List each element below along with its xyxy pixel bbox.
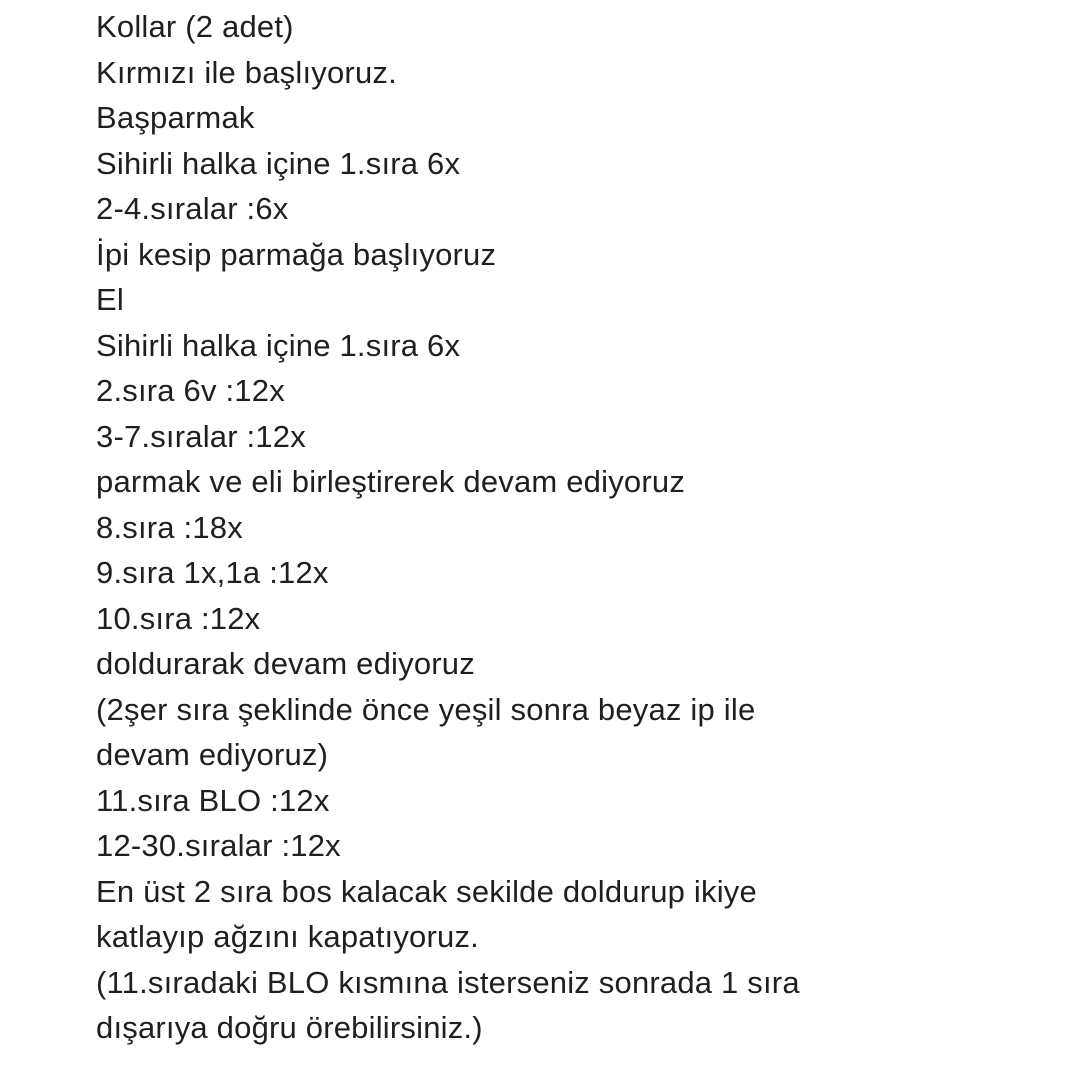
- text-line: dışarıya doğru örebilirsiniz.): [96, 1010, 483, 1045]
- text-line: parmak ve eli birleştirerek devam ediyoruz: [96, 464, 686, 499]
- text-line: 11.sıra BLO :12x: [96, 782, 330, 818]
- text-line: (11.sıradaki BLO kısmına isterseniz sonrada 1 sıra: [96, 964, 800, 1000]
- text-line: 2-4.sıralar :6x: [96, 191, 289, 226]
- text-line: 9.sıra 1x,1a :12x: [96, 555, 329, 590]
- text-line: doldurarak devam ediyoruz: [96, 646, 475, 681]
- text-line: 12-30.sıralar :12x: [96, 828, 341, 863]
- text-line: Kırmızı ile başlıyoruz.: [96, 54, 397, 90]
- text-line: Başparmak: [96, 100, 255, 135]
- text-line: En üst 2 sıra bos kalacak sekilde doldurup ikiye: [96, 873, 757, 909]
- text-line: 2.sıra 6v :12x: [96, 373, 285, 408]
- text-line: El: [96, 282, 124, 317]
- text-line: İpi kesip parmağa başlıyoruz: [96, 236, 497, 272]
- text-line: Sihirli halka içine 1.sıra 6x: [96, 145, 461, 181]
- text-line: katlayıp ağzını kapatıyoruz.: [96, 919, 479, 954]
- text-line: Sihirli halka içine 1.sıra 6x: [96, 327, 461, 363]
- text-line: 10.sıra :12x: [96, 600, 261, 636]
- text-line: 3-7.sıralar :12x: [96, 418, 306, 454]
- text-line: devam ediyoruz): [96, 737, 329, 772]
- text-line: Kollar (2 adet): [96, 9, 294, 44]
- text-line: 8.sıra :18x: [96, 509, 243, 545]
- text-line: (2şer sıra şeklinde önce yeşil sonra beyaz ip ile: [96, 691, 756, 727]
